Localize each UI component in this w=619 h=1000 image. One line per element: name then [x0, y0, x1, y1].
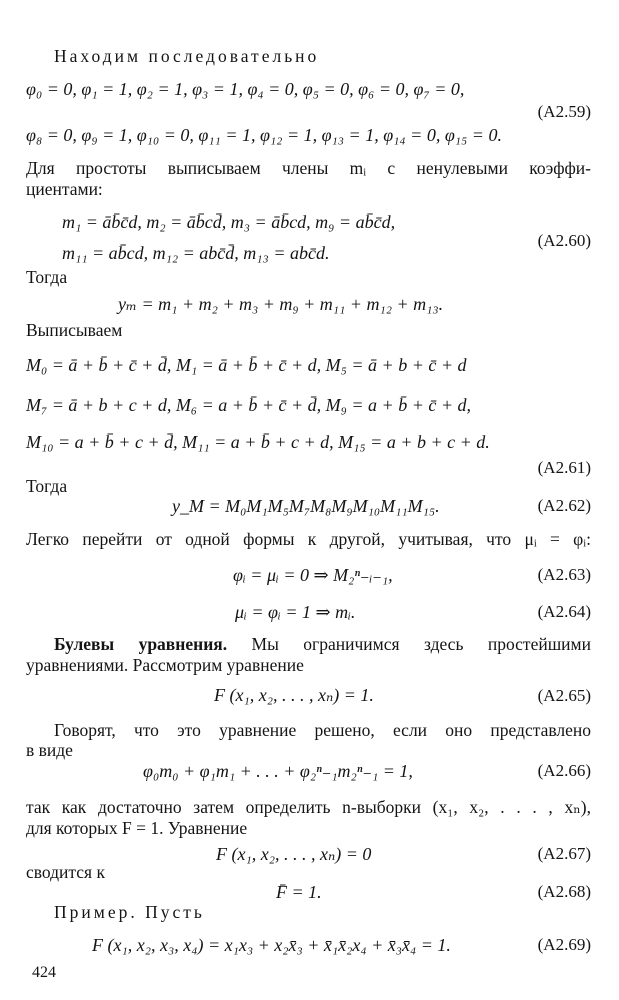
- equation-number: (A2.69): [537, 935, 591, 954]
- equation: F (x₁, x₂, . . . , xₙ) = 0: [216, 844, 372, 864]
- equation: m₁ = āb̄c̄d, m₂ = āb̄cd̄, m₃ = āb̄cd, m₉ = ab̄c̄d,: [62, 212, 396, 232]
- equation: y_M = M₀M₁M₅M₇M₈M₉M₁₀M₁₁M₁₅.: [172, 496, 440, 516]
- equation: M₇ = ā + b + c + d, M₆ = a + b̄ + c̄ + d̄, M₉ = a + b̄ + c̄ + d,: [26, 395, 471, 415]
- text-line: Находим последовательно: [54, 46, 320, 66]
- equation: F̄ = 1.: [276, 882, 322, 902]
- equation-number: (A2.68): [537, 882, 591, 901]
- text-line: Для простоты выписываем члены mᵢ с ненулевыми коэффи-: [26, 158, 591, 178]
- equation: m₁₁ = ab̄cd, m₁₂ = abc̄d̄, m₁₃ = abc̄d.: [62, 243, 330, 263]
- equation: φ₀m₀ + φ₁m₁ + . . . + φ₂ⁿ₋₁m₂ⁿ₋₁ = 1,: [143, 761, 413, 781]
- text-line: Тогда: [26, 267, 68, 287]
- text-line: Пример. Пусть: [54, 902, 205, 922]
- equation-number: (A2.66): [537, 761, 591, 780]
- equation-number: (A2.63): [537, 565, 591, 584]
- equation: F (x₁, x₂, . . . , xₙ) = 1.: [214, 685, 374, 705]
- equation: M₀ = ā + b̄ + c̄ + d̄, M₁ = ā + b̄ + c̄ + d, M₅ = ā + b + c̄ + d: [26, 355, 467, 375]
- equation-number: (A2.67): [537, 844, 591, 863]
- equation-number: (A2.65): [537, 686, 591, 705]
- equation: yₘ = m₁ + m₂ + m₃ + m₉ + m₁₁ + m₁₂ + m₁₃.: [118, 294, 444, 314]
- text-line: уравнениями. Рассмотрим уравнение: [26, 655, 304, 675]
- equation-number: (A2.62): [537, 496, 591, 515]
- section-heading: Булевы уравнения.: [54, 634, 228, 654]
- text-line: циентами:: [26, 179, 103, 199]
- equation-number: (A2.60): [537, 231, 591, 250]
- text-line: Говорят, что это уравнение решено, если оно представлено: [54, 720, 591, 740]
- text-run: Мы ограничимся здесь простейшими: [227, 634, 591, 654]
- text-line: сводится к: [26, 862, 105, 882]
- text-line: в виде: [26, 740, 73, 760]
- equation: μᵢ = φᵢ = 1 ⇒ mᵢ.: [235, 602, 356, 622]
- equation-number: (A2.59): [537, 102, 591, 121]
- text-line: Легко перейти от одной формы к другой, учитывая, что μᵢ = φᵢ:: [26, 529, 591, 549]
- equation: φ₀ = 0, φ₁ = 1, φ₂ = 1, φ₃ = 1, φ₄ = 0, φ₅ = 0, φ₆ = 0, φ₇ = 0,: [26, 79, 465, 99]
- equation-number: (A2.61): [537, 458, 591, 477]
- equation: M₁₀ = a + b̄ + c + d̄, M₁₁ = a + b̄ + c + d, M₁₅ = a + b + c + d.: [26, 432, 490, 452]
- equation: φᵢ = μᵢ = 0 ⇒ M₂ⁿ₋ᵢ₋₁,: [233, 565, 393, 585]
- equation-number: (A2.64): [537, 602, 591, 621]
- equation: F (x₁, x₂, x₃, x₄) = x₁x₃ + x₂x̄₃ + x̄₁x̄₂x₄ + x̄₃x̄₄ = 1.: [92, 935, 451, 955]
- text-line: для которых F = 1. Уравнение: [26, 818, 248, 838]
- section-heading-line: [54, 636, 591, 654]
- text-line: Тогда: [26, 476, 68, 496]
- text-line: Выписываем: [26, 320, 123, 340]
- equation: φ₈ = 0, φ₉ = 1, φ₁₀ = 0, φ₁₁ = 1, φ₁₂ = 1, φ₁₃ = 1, φ₁₄ = 0, φ₁₅ = 0.: [26, 125, 502, 145]
- page-number: 424: [32, 964, 56, 981]
- text-line: так как достаточно затем определить n-выборки (x₁, x₂, . . . , xₙ),: [26, 797, 591, 817]
